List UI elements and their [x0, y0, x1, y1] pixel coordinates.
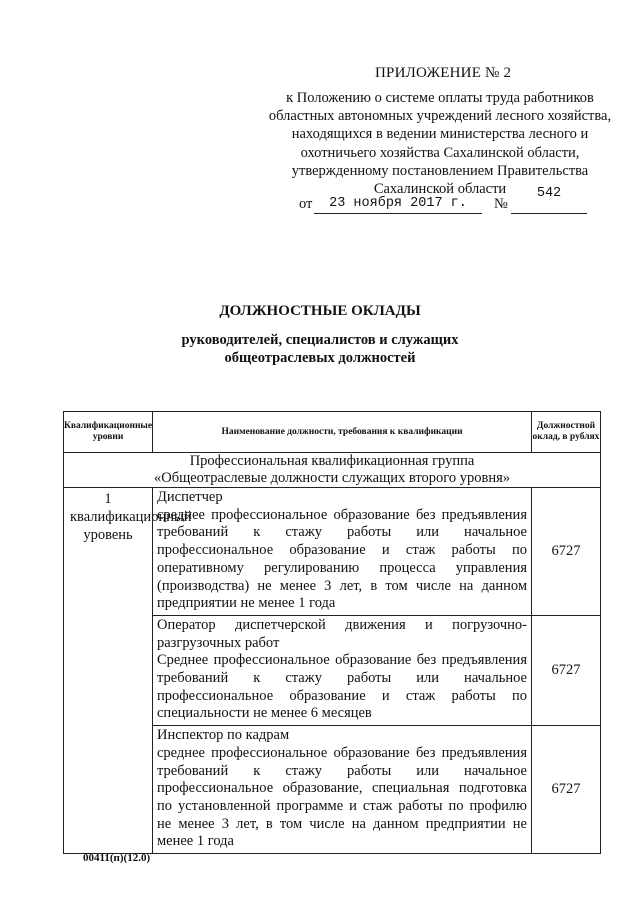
decree-date-line: [299, 186, 599, 218]
position-name: Инспектор по кадрам: [157, 727, 290, 744]
group-title-line-1: Профессиональная квалификационная группа: [189, 453, 475, 469]
group-row: [64, 453, 601, 488]
position-requirements: среднее профессиональное образование без предъявления требований к стажу работы или начальное профессиональное образование, специальная подготовка по установленной программе и стаж работы по профилю не менее 3 лет, в том числе на данном предприятии не менее 1 года: [157, 744, 527, 850]
table-header-row: [64, 412, 601, 453]
position-cell: [153, 615, 532, 725]
decree-date: 23 ноября 2017 г.: [314, 192, 482, 214]
number-label: №: [494, 196, 508, 212]
document-subtitle: [0, 331, 640, 367]
group-title-line-2: «Общеотраслевые должности служащих второго уровня»: [153, 470, 511, 486]
position-name: Диспетчер: [157, 489, 223, 505]
date-from-label: от: [299, 196, 313, 212]
appendix-title: ПРИЛОЖЕНИЕ № 2: [375, 65, 512, 81]
table-row: [64, 488, 601, 616]
subtitle-line-2: общеотраслевых должностей: [224, 350, 416, 366]
salary-value: 6727: [532, 488, 601, 616]
salary-value: 6727: [532, 615, 601, 725]
document-title: ДОЛЖНОСТНЫЕ ОКЛАДЫ: [219, 303, 421, 319]
position-requirements: Среднее профессиональное образование без предъявления требований к стажу работы или начальное профессиональное образование и стаж работы по специальности не менее 6 месяцев: [157, 652, 527, 722]
header-position: Наименование должности, требования к квалификации: [153, 412, 532, 453]
qualification-level: 1 квалификационный уровень: [64, 488, 153, 854]
salary-table: [63, 411, 601, 854]
appendix-text: к Положению о системе оплаты труда работников областных автономных учреждений лесного хозяйства, находящихся в ведении министерства лесного и охотничьего хозяйства Сахалинской области, утвержденному постановлением Правительства Сахалинской области: [268, 90, 612, 198]
position-requirements: среднее профессиональное образование без предъявления требований к стажу работы или начальное профессиональное образование и стаж работы по оперативному регулированию процесса управления (производства) не менее 3 лет, в том числе на данном предприятии не менее 1 года: [157, 506, 527, 612]
subtitle-line-1: руководителей, специалистов и служащих: [181, 332, 459, 348]
salary-value: 6727: [532, 726, 601, 854]
group-title: [64, 453, 601, 488]
position-name: Оператор диспетчерской движения и погрузочно-разгрузочных работ: [157, 616, 527, 651]
decree-number: 542: [511, 186, 587, 214]
header-level: Квалификационные уровни: [64, 412, 153, 453]
position-cell: [153, 488, 532, 616]
form-code: 00411(п)(12.0): [83, 852, 151, 864]
position-cell: [153, 726, 532, 854]
header-salary: Должностной оклад, в рублях: [532, 412, 601, 453]
